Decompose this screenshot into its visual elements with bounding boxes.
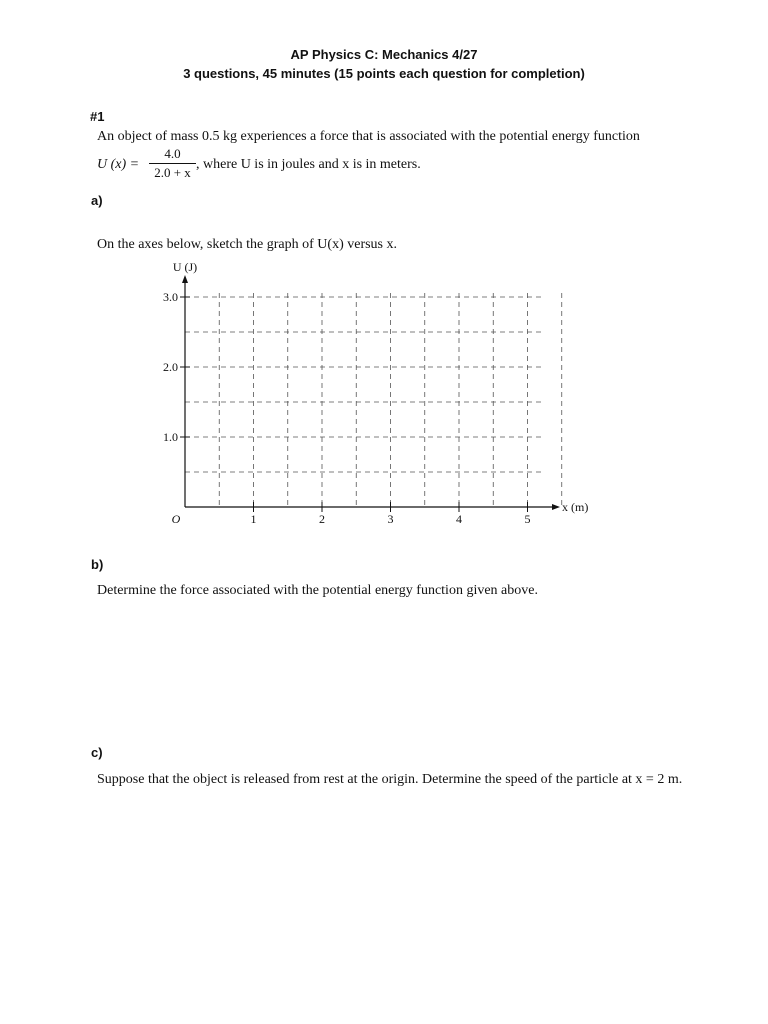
y-tick-label: 2.0	[163, 360, 178, 374]
x-axis-arrow	[552, 504, 560, 510]
page-title: AP Physics C: Mechanics 4/27	[290, 47, 478, 62]
y-tick-label: 3.0	[163, 290, 178, 304]
part-b-label: b)	[91, 557, 104, 572]
question-number: #1	[90, 109, 105, 124]
formula-denominator: 2.0 + x	[154, 165, 191, 180]
x-tick-label: 5	[524, 512, 531, 526]
part-a-label: a)	[91, 193, 103, 208]
part-c-prompt: Suppose that the object is released from rest at the origin. Determine the speed of the particle at x = 2 m.	[97, 772, 683, 787]
fraction-bar	[149, 163, 196, 164]
x-tick-label: 3	[387, 512, 394, 526]
page-subtitle: 3 questions, 45 minutes (15 points each question for completion)	[183, 66, 585, 81]
axes	[180, 275, 560, 512]
x-tick-label: 1	[250, 512, 257, 526]
part-a-prompt: On the axes below, sketch the graph of U(x) versus x.	[97, 237, 398, 252]
y-tick-label: 1.0	[163, 430, 178, 444]
part-b-prompt: Determine the force associated with the potential energy function given above.	[97, 583, 538, 598]
y-axis-label: U (J)	[172, 260, 198, 274]
formula-lhs: U (x) =	[97, 157, 140, 172]
x-axis-label: x (m)	[562, 500, 589, 514]
potential-energy-graph	[0, 250, 768, 550]
question-statement: An object of mass 0.5 kg experiences a force that is associated with the potential energy function	[97, 129, 640, 144]
formula-units: , where U is in joules and x is in meters.	[196, 157, 421, 172]
x-tick-label: 2	[319, 512, 325, 526]
formula-numerator: 4.0	[164, 146, 181, 161]
axis-labels	[163, 260, 588, 526]
y-axis-arrow	[182, 275, 188, 283]
x-tick-label: 4	[456, 512, 462, 526]
origin-label: O	[171, 512, 181, 526]
grid	[185, 293, 562, 507]
part-c-label: c)	[91, 745, 103, 760]
